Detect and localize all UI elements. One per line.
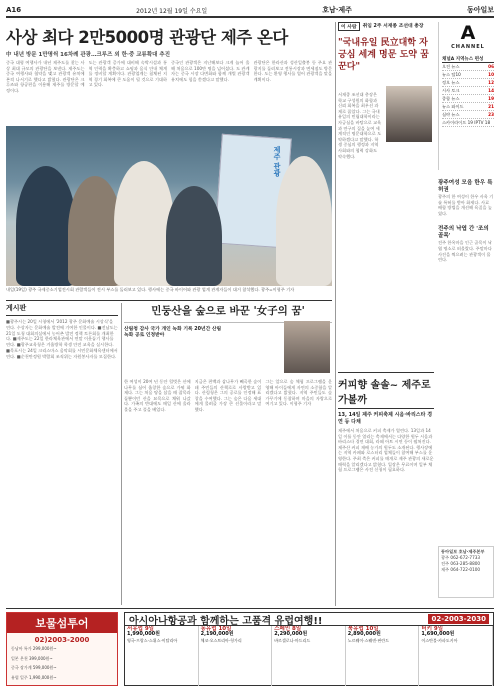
travel-ad-left[interactable] [6,612,118,686]
coffee-body: 제주에서 처음으로 커피 축제가 열린다. 13일과 14일 이틀 동안 열리는 축제에서는 다양한 원두 시음과 바리스타 경연 대회, 라떼 아트 시연 등이 펼쳐진다. 제주산 커피 재배 농가의 원두도 소개된다. 행사장에는 지역 카페와 로스터리 업체들이 참여해 부스를 운영한다. 주최 측은 커피를 매개로 제주 관광의 새로운 매력을 알리겠다고 밝혔다. 입장은 무료이며 일부 체험 프로그램은 사전 신청이 필요하다. [338,428,434,473]
index-item: 뉴스 와이드 21 [442,104,494,109]
column-divider [121,303,122,605]
person-figure [16,166,76,286]
interview-tags [338,22,434,31]
lead-headline: 사상 최다 2만5000명 관광단 제주 온다 [6,28,288,47]
bulletin-board [6,303,118,605]
section-rule [6,300,332,301]
feature-col: 한 여성이 20여 년 동안 헐벗은 산에 나무를 심어 울창한 숲으로 가꿔 화제다. 그는 처음 땅을 샀을 때 잡목과 돌뿐이던 산을 묘목으로 채워 나갔다. 가족의 반대에도 매일 산에 올라 물을 주고 풀을 베었다. [124,379,191,412]
ad-package[interactable]: 스페인 8일 2,290,000원 바르셀로나·마드리드 [272,626,346,686]
page-number: A16 [6,6,22,14]
coffee-title: 커피향 솔솔~ 제주로 가볼까 [338,376,434,409]
index-heading: 채널A 지역뉴스 편성 [442,56,494,63]
index-item: 오전 뉴스 06 [442,64,494,69]
index-item: 정오 뉴스 12 [442,80,494,85]
ad-package[interactable]: 서유럽 9일 1,990,000원 영국·프랑스·스위스·이탈리아 [125,626,199,686]
ad-package[interactable]: 동유럽 10일 2,190,000원 체코·오스트리아·헝가리 [199,626,273,686]
channel-index [438,22,494,170]
coffee-story [338,376,434,618]
ad-title: 아시아나항공과 함께하는 고품격 유럽여행!! [129,615,323,627]
section-name: 호남·제주 [322,6,352,14]
lead-body [6,60,332,124]
interview-tag: 이 사람 [338,22,360,31]
index-item: 심야 뉴스 23 [442,112,494,117]
index-item: 뉴스 탑10 10 [442,72,494,77]
interview-portrait [386,86,432,142]
feature-subhead: 산림청 감사 국가 개인 녹화 기록 20년간 산림녹화 공로 인정받아 [124,327,222,338]
lead-subhead: 中 내년 방문 1만명씩 16차례 관광…크루즈 외 한·중 교류확대 추진 [6,52,171,58]
ad-phone: 02)2003-2000 [34,636,90,644]
lead-col: 관광단은 한라산과 성산일출봉 등 주요 관광지를 둘러보고 전통시장과 면세점도 방문한다. 도는 환영 행사를 열어 관광객을 맞을 계획이다. [253,60,332,82]
photo-caption: 내일(19일) 광주 국제중소기업전시회 관람객들이 전시 부스를 둘러보고 있다. 행사에는 중국 바이어와 관광 업계 관계자들이 대거 참석했다. 광주=이형주 기자 [6,287,295,292]
bulletin-body: ■광주시는 20일 시청에서 '2012 광주 문화예술 시상식'을 연다. 수상자는 문화예술 발전에 기여한 인물이다. ■전남도는 21일 도청 대회의실에서 농어촌 발전 정책 토론회를 개최한다. ■제주도는 22일 한라체육관에서 연말 이웃돕기 행사를 연다. ■광주교육청은 겨울방학 학생 안전 교육을 실시한다. ■목포시는 24일 크리스마스 음악회를 시민문화체육센터에서 연다. ■순천만정원 박람회 조직위는 자원봉사자를 모집한다. [6,319,118,359]
bulletin-title: 게시판 [6,303,118,316]
side-news-text: 광주의 한 여성이 한우 사육 기술 특허를 받아 화제다. 사료 배합 방법을 개선해 육질을 높였다. [438,194,494,216]
side-news-text: 전주 한옥마을 인근 골목이 낙엽 명소로 떠올랐다. 주말마다 사진을 찍으려는 관광객이 몰린다. [438,240,492,263]
side-news-headline: 전주의 낙엽 간 '조의 골목' [438,226,489,240]
interview-title: "국내유일 民立대학 자긍심 세계 명문 도약 꿈꾼다" [338,38,429,72]
index-footer: 스카이라이프 19 IPTV 18 [442,119,494,127]
ad-brand: 보물섬투어 [7,613,117,633]
lead-col: 중국인 관광객은 지난해보다 크게 늘어 올해 처음으로 100만 명을 넘어섰다. 도 관계자는 중국 시장 다변화와 함께 개별 관광객 유치에도 힘을 쏟겠다고 말했다. [171,60,250,82]
ad-line: 중국 장가계 599,000원~ [11,665,57,670]
person-figure [114,161,174,286]
ad-package[interactable]: 북유럽 10일 2,890,000원 노르웨이·스웨덴·핀란드 [346,626,420,686]
contact-line: 제주 064-722-0100 [441,567,481,572]
feature-title: 민둥산을 숲으로 바꾼 '女子의 꿈' [124,303,332,323]
feature-portrait [284,321,330,373]
channel-logo: A [460,22,476,44]
lead-photo [6,126,332,286]
photo-banner-text: 제주 관광 [273,146,281,177]
feature-col: 지금은 편백과 삼나무가 빼곡한 숲이 돼 주민들의 산책로로 사랑받고 있다. 산림청은 그의 공로를 인정해 표창을 수여했다. 그는 숲은 다음 세대에게 물려줄 가장 큰 선물이라고 말했다. [194,379,262,412]
index-item: 시사 토크 14 [442,88,494,93]
index-item: 종합 뉴스 19 [442,96,494,101]
ad-line: 동남아 특가 299,000원~ [11,646,57,651]
feature-story [124,303,332,605]
page-header [6,4,494,18]
ad-phone: 02-2003-2030 [428,614,489,624]
travel-ad-main[interactable] [124,612,494,686]
issue-date: 2012년 12월 19일 수요일 [136,7,208,15]
person-figure [166,186,222,286]
ad-title-bar [125,613,493,626]
contact-title: 동아일보 호남·제주본부 [441,549,485,554]
ad-package[interactable]: 터키 9일 1,690,000원 이스탄불·카파도키아 [419,626,493,686]
interview-column [338,22,434,159]
lead-col: 중국 대형 여행사가 내년 제주도를 찾는 사상 최대 규모의 관광단을 보낸다. 제주도는 중국 여행사와 협약을 맺고 관광객 유치에 본격 나서기로 했다고 밝혔다. 관광단은 크루즈와 항공편을 이용해 제주를 방문할 예정이다. [6,60,85,93]
feature-body [124,379,332,605]
contact-line: 광주 062-672-7733 [441,555,481,560]
column-divider [335,22,336,606]
interview-tag: 취임 2주 서재종 조선대 총장 [362,24,424,29]
person-figure [276,156,332,286]
interview-body: 서재종 조선대 총장은 학교 구성원의 화합과 신뢰 회복을 최우선 과제로 꼽았다. 그는 국내 유일의 민립대학이라는 자긍심을 바탕으로 교육과 연구의 질을 높여 세계적인 명문대학으로 도약하겠다고 말했다. 학생 중심의 행정과 지역사회와의 협력 강화도 약속했다. [338,92,382,159]
section-rule [338,372,434,373]
contact-box [438,546,494,598]
ad-line: 일본 온천 399,000원~ [11,655,53,661]
newspaper-brand: 동아일보 [466,5,494,14]
coffee-subhead: 13, 14일 제주 커피축제 시음·바리스타 경연 등 다채 [338,412,433,425]
lead-col: 도는 관광객 증가에 대비해 숙박시설과 통역 인력을 확충하고 쇼핑과 음식 안내 체계를 정비할 계획이다. 관광업계는 침체된 지역 경기 회복에 큰 도움이 될 것으로 기대하고 있다. [88,60,167,88]
side-news-headline: 광주여성 모음 한우 특허권 [438,180,493,193]
ad-line: 유럽 일주 1,990,000원~ [11,674,57,680]
ad-grid [125,626,493,686]
feature-col: 그는 앞으로 숲 체험 프로그램을 운영해 아이들에게 자연의 소중함을 알리겠다고 밝혔다. 지역 주민들도 숲 가꾸기에 동참하며 마을의 자랑으로 여기고 있다. 이형주 기자 [265,379,333,407]
side-news [438,176,494,456]
contact-line: 전주 063-285-8800 [441,561,481,566]
channel-logo-sub: CHANNEL [451,44,485,50]
